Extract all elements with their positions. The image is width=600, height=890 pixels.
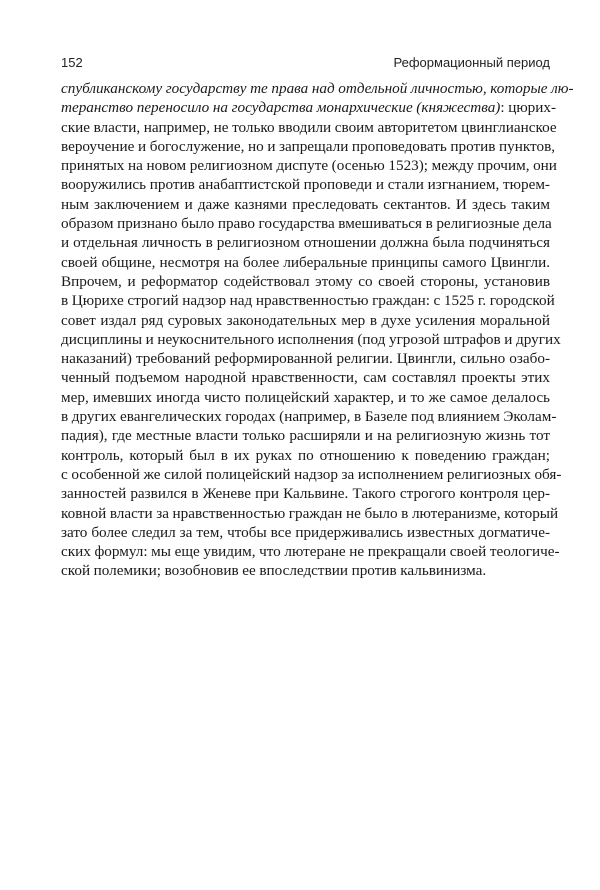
- text-line: [61, 253, 550, 272]
- text-line: [61, 214, 550, 233]
- text-line: [61, 291, 555, 310]
- regular-text: дисциплины и неукоснительного исполнения (под угрозой штрафов и других: [61, 330, 561, 348]
- regular-text: ские власти, например, не только вводили своим авторитетом цвинглианское: [61, 118, 557, 136]
- text-line: [61, 368, 550, 387]
- regular-text: ченный подъемом народной нравственности, сам составлял проекты этих: [61, 369, 550, 387]
- text-line: [61, 349, 550, 368]
- text-line: [61, 426, 550, 445]
- regular-text: ным заключением и даже казнями преследовать сектантов. И здесь таким: [61, 195, 550, 213]
- regular-text: с особенной же силой полицейский надзор за исполнением религиозных обя-: [61, 465, 562, 483]
- regular-text: падия), где местные власти только расширяли и на религиозную жизнь тот: [61, 427, 550, 445]
- regular-text: зато более следил за тем, чтобы все придерживались известных догматиче-: [61, 523, 550, 541]
- page-header: [61, 55, 550, 70]
- text-line: [61, 330, 561, 349]
- regular-text: ской полемики; возобновив ее впоследствии против кальвинизма.: [61, 562, 487, 580]
- regular-text: образом признано было право государства вмешиваться в религиозные дела: [61, 215, 552, 233]
- regular-text: ских формул: мы еще увидим, что лютеране не прекращали своей теологиче-: [61, 543, 560, 561]
- italic-text: теранство переносило на государства монархические (княжества): [61, 99, 501, 117]
- running-title: Реформационный период: [393, 55, 550, 70]
- text-line: [61, 195, 550, 214]
- text-line: [61, 137, 556, 156]
- text-line: [61, 542, 560, 561]
- regular-text: наказаний) требований реформированной религии. Цвингли, сильно озабо-: [61, 350, 550, 368]
- text-line: [61, 233, 550, 252]
- regular-text: своей общине, несмотря на более либеральные принципы самого Цвингли.: [61, 253, 550, 271]
- regular-text: : цюрих-: [500, 99, 557, 117]
- text-line: [61, 311, 550, 330]
- regular-text: в других евангелических городах (например, в Базеле под влиянием Эколам-: [61, 408, 557, 426]
- regular-text: ковной власти за нравственностью граждан не было в лютеранизме, который: [61, 504, 559, 522]
- regular-text: в Цюрихе строгий надзор над нравственностью граждан: с 1525 г. городской: [61, 292, 555, 310]
- regular-text: вооружились против анабаптистской проповеди и стали изгнанием, тюрем-: [61, 176, 550, 194]
- regular-text: контроль, который был в их руках по отношению к поведению граждан;: [61, 446, 550, 464]
- text-line: [61, 446, 550, 465]
- text-line: [61, 79, 574, 98]
- text-line: [61, 407, 557, 426]
- body-text: [61, 79, 574, 581]
- regular-text: и отдельная личность в религиозном отношении должна была подчиняться: [61, 234, 550, 252]
- regular-text: совет издал ряд суровых законодательных мер в духе усиления моральной: [61, 311, 550, 329]
- text-line: [61, 388, 550, 407]
- page-number: 152: [61, 55, 83, 70]
- text-line: [61, 156, 557, 175]
- text-line: [61, 504, 559, 523]
- regular-text: мер, имевших иногда чисто полицейский характер, и то же самое делалось: [61, 388, 550, 406]
- text-line: [61, 484, 550, 503]
- text-line: [61, 465, 562, 484]
- text-line: [61, 272, 550, 291]
- text-line: [61, 118, 557, 137]
- regular-text: занностей развился в Женеве при Кальвине. Такого строгого контроля цер-: [61, 485, 550, 503]
- text-line: [61, 98, 557, 117]
- text-line: [61, 523, 550, 542]
- regular-text: вероучение и богослужение, но и запрещали проповедовать против пунктов,: [61, 137, 556, 155]
- italic-text: спубликанскому государству те права над отдельной личностью, которые лю-: [61, 80, 574, 97]
- regular-text: Впрочем, и реформатор содействовал этому со своей стороны, установив: [61, 272, 550, 290]
- regular-text: принятых на новом религиозном диспуте (осенью 1523); между прочим, они: [61, 157, 557, 175]
- text-line: [61, 561, 550, 580]
- text-line: [61, 175, 550, 194]
